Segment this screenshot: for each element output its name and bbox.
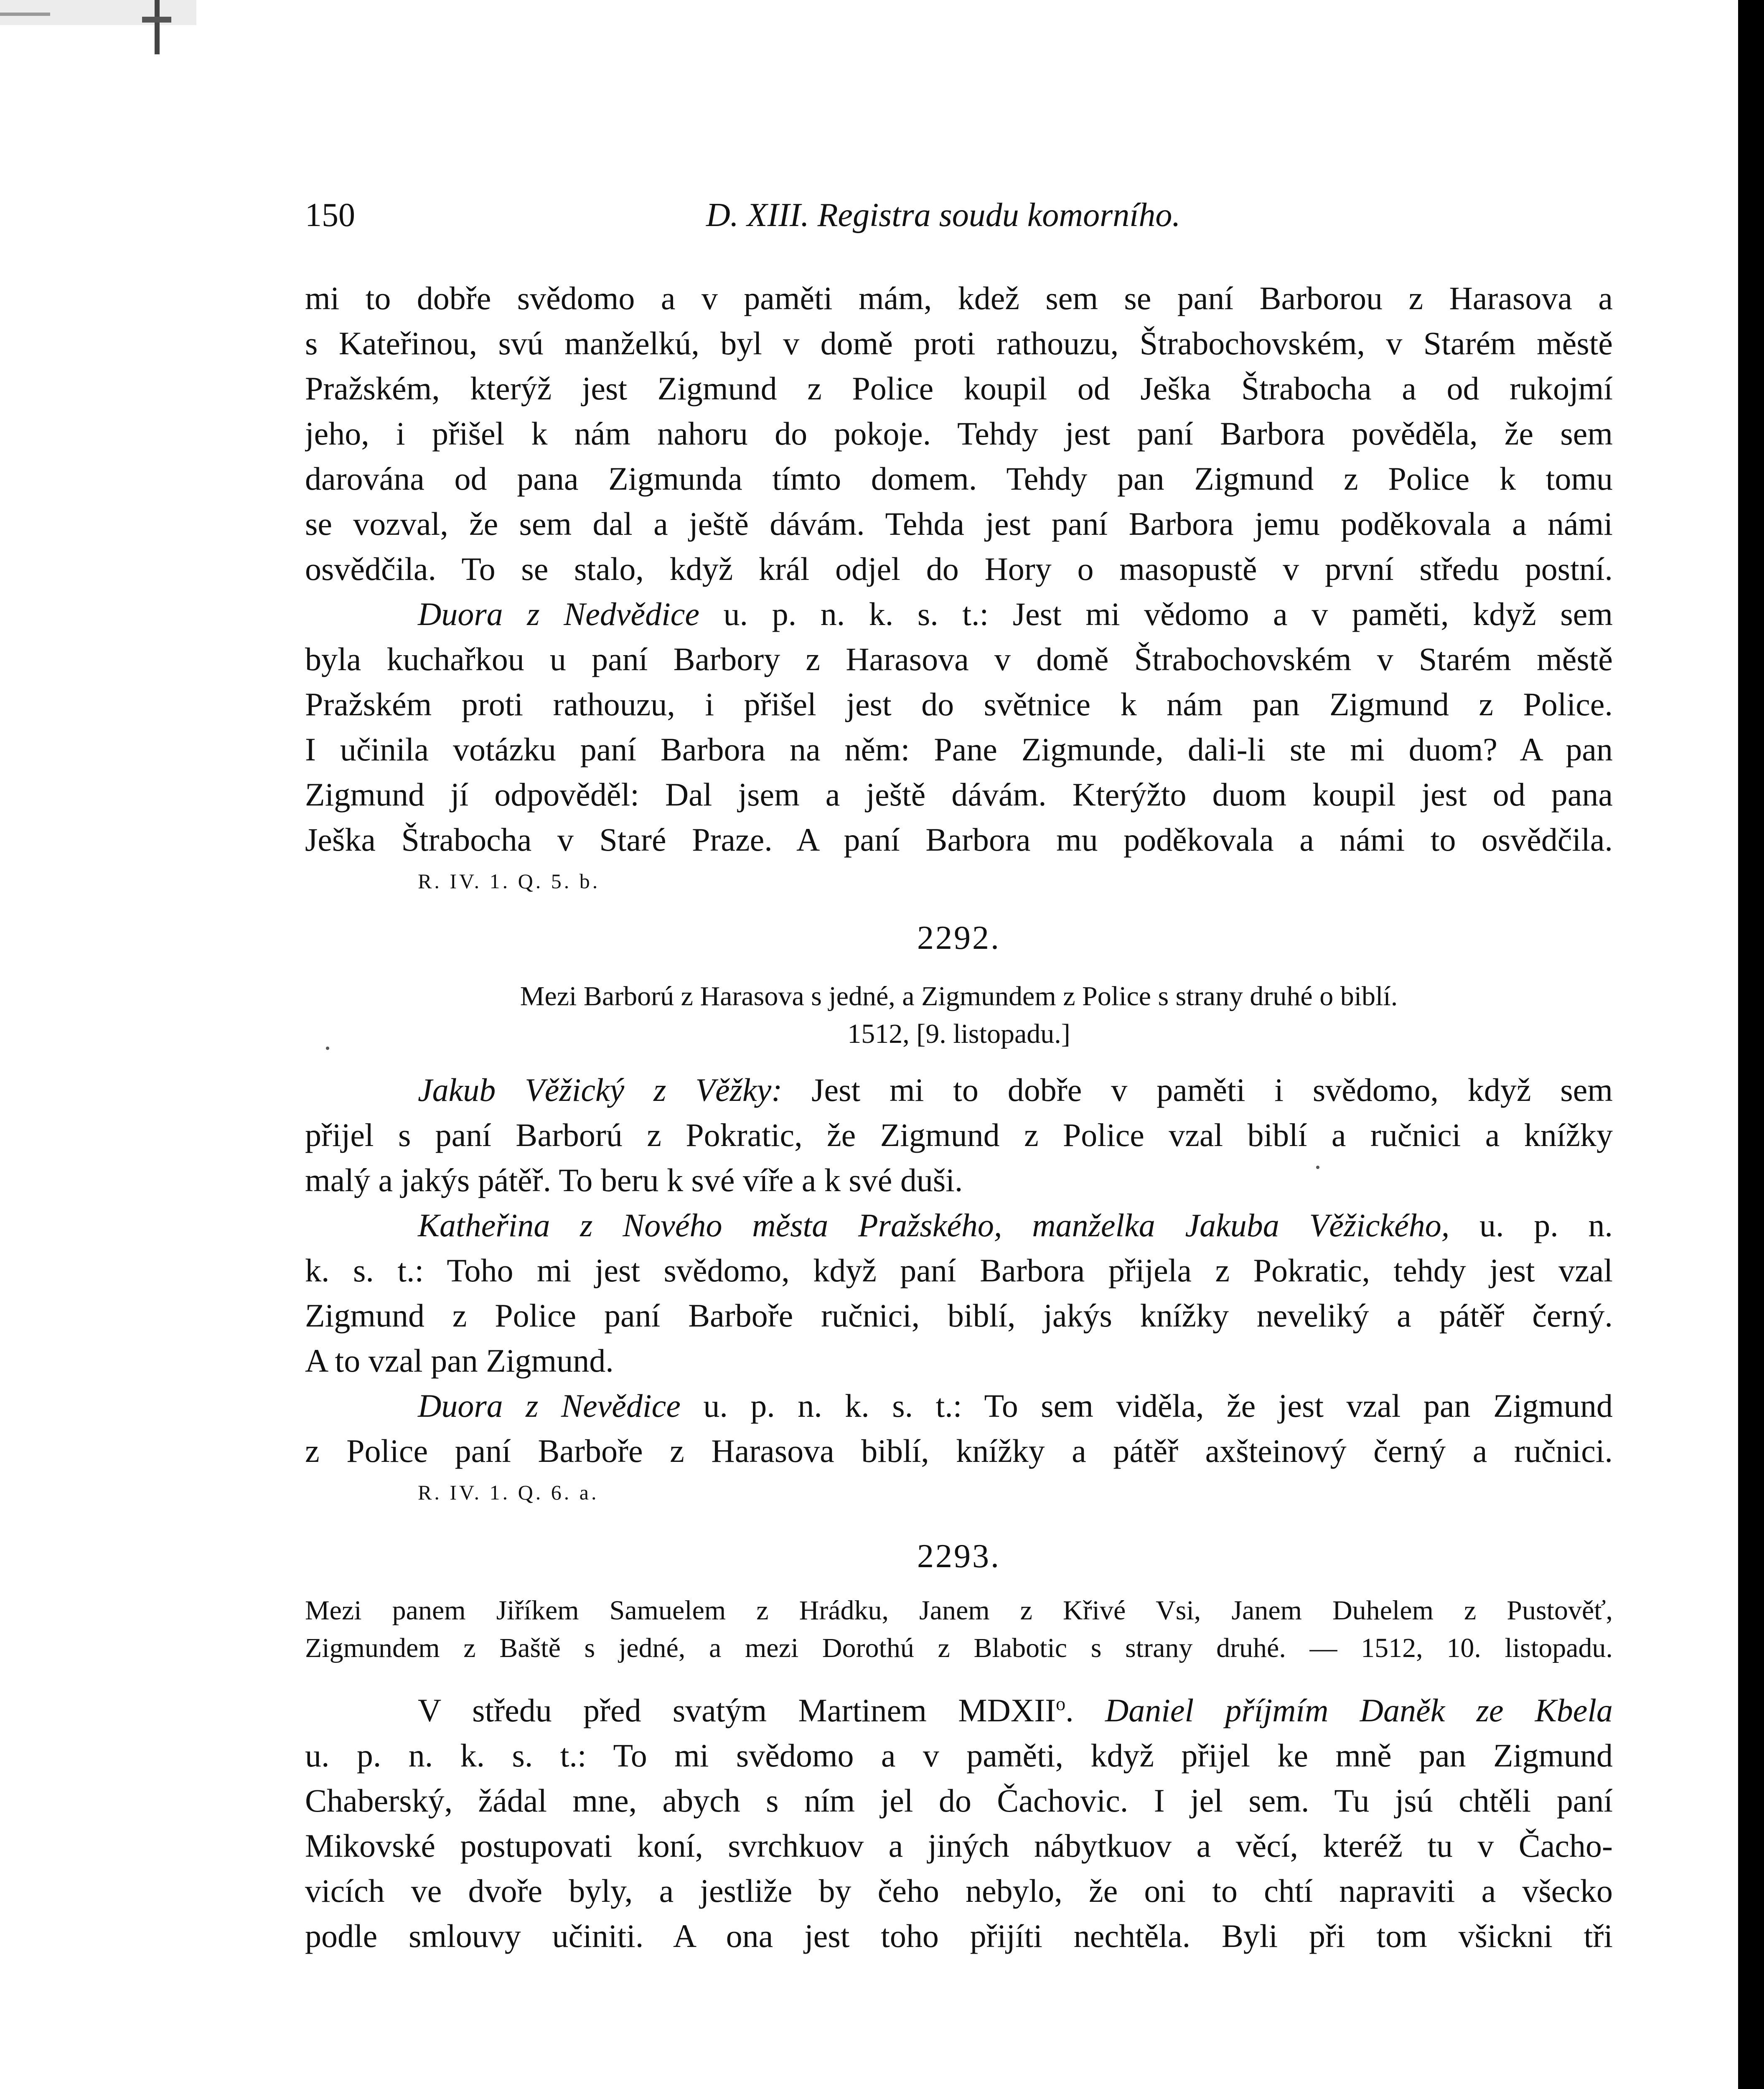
text-line: I učinila votázku paní Barbora na něm: Pane Zigmunde, dali-li ste mi duom? A pan — [305, 731, 1613, 767]
summary-line: Mezi panem Jiříkem Samuelem z Hrádku, Janem z Křivé Vsi, Janem Duhelem z Pustověť, — [305, 1595, 1613, 1626]
print-speck — [1316, 1166, 1319, 1169]
continuation-block — [305, 276, 1613, 900]
text-line: darována od pana Zigmunda tímto domem. Tehdy pan Zigmund z Police k tomu — [305, 460, 1613, 497]
text-line: Pražském proti rathouzu, i přišel jest do světnice k nám pan Zigmund z Police. — [305, 686, 1613, 722]
archival-reference: R. IV. 1. Q. 6. a. — [418, 1481, 599, 1504]
text-line: z Police paní Barboře z Harasova biblí, knížky a pátěř axšteinový černý a ručnici. — [305, 1433, 1613, 1469]
archival-reference: R. IV. 1. Q. 5. b. — [418, 869, 600, 893]
testimony-start-line — [305, 592, 1613, 637]
summary-line: Mezi Barború z Harasova s jedné, a Zigmundem z Police s strany druhé o biblí. — [520, 981, 1398, 1011]
summary-date: 1512, [9. listopadu.] — [847, 1019, 1070, 1049]
witness-name: Duora z Nevědice — [418, 1388, 681, 1424]
testimony-start-line — [305, 1688, 1613, 1733]
text-line: malý a jakýs pátěř. To beru k své víře a k své duši. — [305, 1162, 963, 1198]
section-2292-body — [305, 1067, 1613, 1511]
testimony-text: Jest mi to dobře v paměti i svědomo, když sem — [782, 1072, 1613, 1108]
witness-name: Duora z Nedvědice — [418, 596, 699, 632]
testimony-start-line — [305, 1067, 1613, 1113]
scan-edge-mark — [0, 0, 196, 63]
text-line: podle smlouvy učiniti. A ona jest toho přijíti nechtěla. Byli při tom všickni tři — [305, 1918, 1613, 1954]
text-line: jeho, i přišel k nám nahoru do pokoje. Tehdy jest paní Barbora pověděla, že sem — [305, 415, 1613, 452]
text-line: Mikovské postupovati koní, svrchkuov a jiných nábytkuov a věcí, kteréž tu v Čacho- — [305, 1827, 1613, 1864]
text-line: A to vzal pan Zigmund. — [305, 1342, 614, 1379]
text-line: Ješka Štrabocha v Staré Praze. A paní Barbora mu poděkovala a námi to osvědčila. — [305, 821, 1613, 858]
text-line: byla kuchařkou u paní Barbory z Harasova v domě Štrabochovském v Starém městě — [305, 641, 1613, 677]
scan-border — [1738, 0, 1764, 2089]
text-line: se vozval, že sem dal a ještě dávám. Tehda jest paní Barbora jemu poděkovala a námi — [305, 506, 1613, 542]
section-number: 2292. — [917, 920, 1001, 956]
section-summary — [305, 978, 1613, 1053]
witness-name: Daniel příjmím Daněk ze Kbela — [1105, 1692, 1613, 1728]
ordinal-mark: o — [1056, 1693, 1066, 1714]
testimony-text: u. p. n. k. s. t.: To sem viděla, že jest vzal pan Zigmund — [680, 1388, 1613, 1424]
text-line: s Kateřinou, svú manželkú, byl v domě proti rathouzu, Štrabochovském, v Starém městě — [305, 325, 1613, 361]
testimony-text: u. p. n. — [1449, 1207, 1613, 1243]
witness-name: Jakub Věžický z Věžky: — [418, 1072, 783, 1108]
testimony-start-line — [305, 1383, 1613, 1428]
text-line: mi to dobře svědomo a v paměti mám, kdež sem se paní Barborou z Harasova a — [305, 280, 1613, 316]
section-2293-body — [305, 1688, 1613, 1959]
text-line: Zigmund z Police paní Barboře ručnici, biblí, jakýs knížky neveliký a pátěř černý. — [305, 1297, 1613, 1334]
text-line: u. p. n. k. s. t.: To mi svědomo a v paměti, když přijel ke mně pan Zigmund — [305, 1737, 1613, 1774]
text-line: Pražském, kterýž jest Zigmund z Police koupil od Ješka Štrabocha a od rukojmí — [305, 370, 1613, 407]
date-text: V středu před svatým Martinem MDXII — [418, 1692, 1056, 1728]
text-line: Chaberský, žádal mne, abych s ním jel do Čachovic. I jel sem. Tu jsú chtěli paní — [305, 1782, 1613, 1819]
witness-name: Katheřina z Nového města Pražského, manželka Jakuba Věžického, — [418, 1207, 1450, 1243]
running-title: D. XIII. Registra soudu komorního. — [706, 197, 1181, 234]
date-period: . — [1065, 1692, 1105, 1728]
section-summary — [305, 1592, 1613, 1667]
testimony-start-line — [305, 1203, 1613, 1248]
page-number: 150 — [305, 197, 355, 234]
section-number: 2293. — [917, 1538, 1001, 1575]
testimony-text: u. p. n. k. s. t.: Jest mi vědomo a v paměti, když sem — [699, 596, 1613, 632]
print-speck — [326, 1047, 329, 1050]
summary-line: Zigmundem z Baště s jedné, a mezi Dorothú z Blabotic s strany druhé. — 1512, 10. listopadu. — [305, 1633, 1613, 1663]
text-line: vicích ve dvoře byly, a jestliže by čeho nebylo, že oni to chtí napraviti a všecko — [305, 1873, 1613, 1909]
page-header — [305, 196, 1613, 247]
text-line: Zigmund jí odpověděl: Dal jsem a ještě dávám. Kterýžto duom koupil jest od pana — [305, 776, 1613, 813]
text-line: přijel s paní Barború z Pokratic, že Zigmund z Police vzal biblí a ručnici a knížky — [305, 1117, 1613, 1153]
text-line: k. s. t.: Toho mi jest svědomo, když paní Barbora přijela z Pokratic, tehdy jest vzal — [305, 1252, 1613, 1288]
text-line: osvědčila. To se stalo, když král odjel do Hory o masopustě v první středu postní. — [305, 551, 1613, 587]
